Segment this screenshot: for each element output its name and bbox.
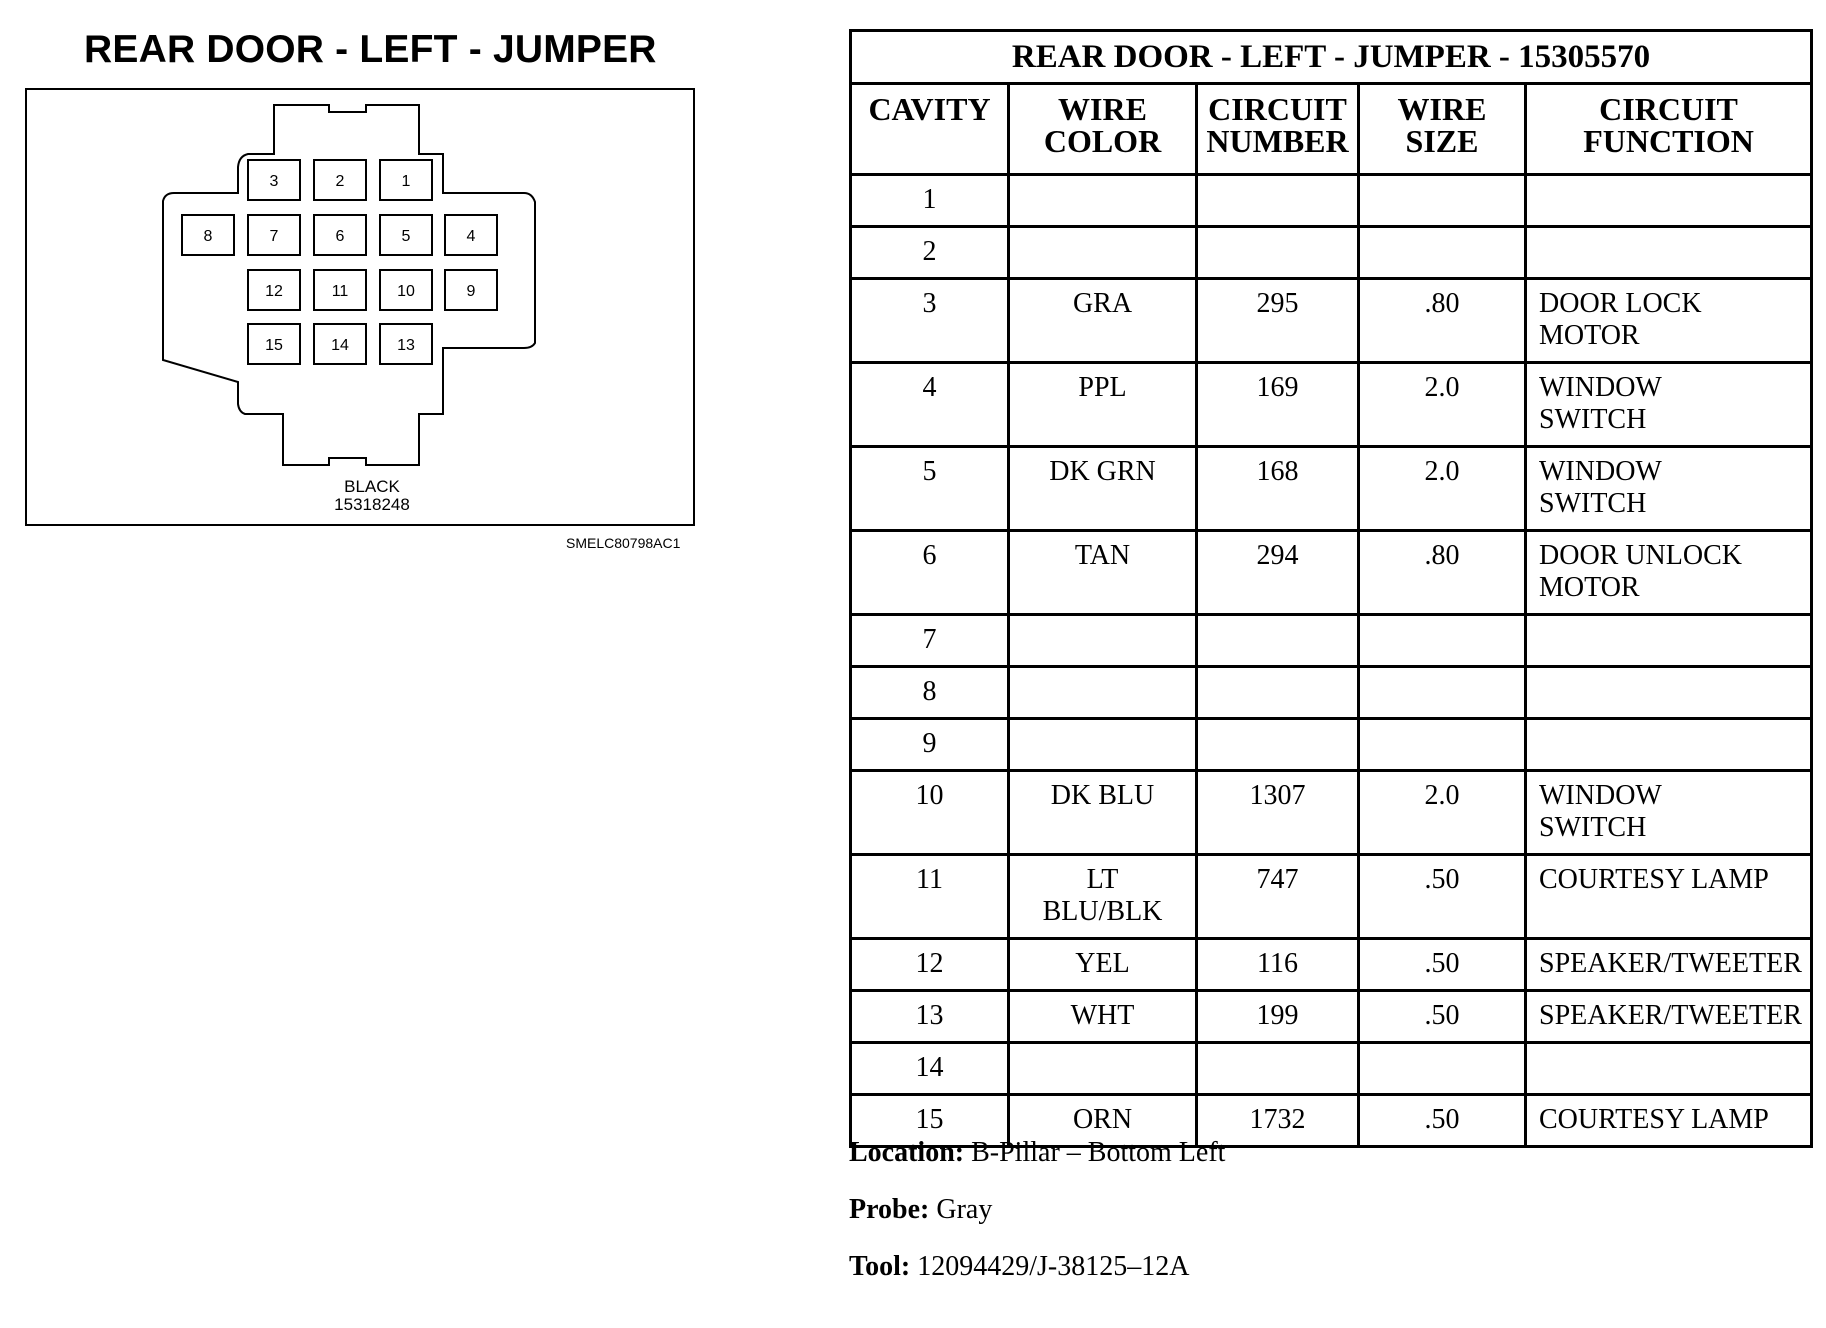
wire-size-cell: .50 [1359,1095,1526,1147]
table-row [851,939,1812,991]
wire-size-cell: 2.0 [1359,447,1526,531]
pinout-rows [851,175,1812,1147]
cavity-number-label: 3 [269,173,279,190]
cavity-number-label: 11 [331,283,349,300]
wire-size-cell: .50 [1359,939,1526,991]
table-row [851,719,1812,771]
wire-size-cell [1359,175,1526,227]
circuit-number-cell [1197,175,1359,227]
wire-size-cell: 2.0 [1359,771,1526,855]
wire-color-cell: WHT [1009,991,1197,1043]
circuit-function-cell [1526,1043,1812,1095]
cavity-cell: 11 [851,855,1009,939]
wire-color-cell: GRA [1009,279,1197,363]
cavity-cell: 2 [851,227,1009,279]
wire-color-cell: YEL [1009,939,1197,991]
wire-color-cell [1009,175,1197,227]
circuit-number-cell: 168 [1197,447,1359,531]
table-row [851,279,1812,363]
circuit-function-cell [1526,175,1812,227]
circuit-number-cell [1197,1043,1359,1095]
connector-color-label: BLACK [344,477,400,496]
probe-value: Gray [936,1194,993,1225]
location-value: B-Pillar – Bottom Left [971,1137,1226,1168]
circuit-number-cell [1197,667,1359,719]
circuit-function-cell: WINDOW SWITCH [1526,771,1812,855]
cavity-number-label: 1 [401,173,411,190]
circuit-function-cell [1526,227,1812,279]
table-row [851,615,1812,667]
wire-size-cell [1359,227,1526,279]
connector-face-drawing [27,90,697,528]
wire-size-cell: .80 [1359,531,1526,615]
cavity-cell: 1 [851,175,1009,227]
circuit-number-cell: 1307 [1197,771,1359,855]
cavity-cell: 15 [851,1095,1009,1147]
cavity-cell: 7 [851,615,1009,667]
connector-part-number: 15318248 [334,495,410,514]
header-wire-color: WIRE COLOR [1009,84,1197,175]
circuit-number-cell: 1732 [1197,1095,1359,1147]
circuit-function-cell: DOOR UNLOCK MOTOR [1526,531,1812,615]
circuit-function-cell [1526,719,1812,771]
location-label: Location: [849,1137,965,1168]
wire-color-cell: TAN [1009,531,1197,615]
connector-diagram [25,88,695,526]
circuit-number-cell [1197,615,1359,667]
cavity-cell: 4 [851,363,1009,447]
table-row [851,363,1812,447]
wire-size-cell [1359,719,1526,771]
cavity-number-label: 14 [331,337,349,354]
wire-color-cell: DK GRN [1009,447,1197,531]
circuit-function-cell [1526,667,1812,719]
wire-color-cell [1009,719,1197,771]
location-line [849,1137,1225,1169]
circuit-number-cell: 294 [1197,531,1359,615]
table-title: REAR DOOR - LEFT - JUMPER - 15305570 [851,31,1812,84]
circuit-function-cell: COURTESY LAMP [1526,855,1812,939]
cavity-cell: 9 [851,719,1009,771]
cavity-number-label: 6 [335,228,345,245]
cavity-number-label: 10 [397,283,415,300]
wire-color-cell [1009,227,1197,279]
cavity-number-label: 9 [466,283,476,300]
pinout-table [849,29,1813,1148]
cavity-cell: 3 [851,279,1009,363]
wire-size-cell [1359,667,1526,719]
cavity-cell: 13 [851,991,1009,1043]
cavity-number-label: 12 [265,283,283,300]
circuit-number-cell: 116 [1197,939,1359,991]
table-row [851,991,1812,1043]
circuit-function-cell: WINDOW SWITCH [1526,447,1812,531]
cavity-number-label: 8 [203,228,213,245]
circuit-number-cell: 747 [1197,855,1359,939]
cavity-number-label: 7 [269,228,279,245]
wire-size-cell [1359,615,1526,667]
wire-color-cell [1009,667,1197,719]
cavity-number-label: 2 [335,173,345,190]
wire-color-cell: ORN [1009,1095,1197,1147]
wire-size-cell: 2.0 [1359,363,1526,447]
header-wire-size: WIRE SIZE [1359,84,1526,175]
tool-label: Tool: [849,1251,911,1282]
table-row [851,175,1812,227]
circuit-function-cell: COURTESY LAMP [1526,1095,1812,1147]
cavity-number-label: 15 [265,337,283,354]
cavity-cell: 8 [851,667,1009,719]
table-row [851,1043,1812,1095]
table-row [851,227,1812,279]
wire-color-cell: DK BLU [1009,771,1197,855]
table-row [851,447,1812,531]
cavity-number-label: 5 [401,228,411,245]
diagram-title: REAR DOOR - LEFT - JUMPER [84,28,657,71]
wire-color-cell: PPL [1009,363,1197,447]
probe-line [849,1194,992,1226]
circuit-function-cell [1526,615,1812,667]
probe-label: Probe: [849,1194,930,1225]
table-row [851,855,1812,939]
cavity-boxes [182,160,497,364]
wire-size-cell: .50 [1359,855,1526,939]
circuit-number-cell: 199 [1197,991,1359,1043]
table-row [851,531,1812,615]
circuit-function-cell: SPEAKER/TWEETER [1526,991,1812,1043]
circuit-number-cell [1197,227,1359,279]
table-row [851,667,1812,719]
figure-code: SMELC80798AC1 [566,535,681,551]
wire-color-cell [1009,1043,1197,1095]
circuit-function-cell: WINDOW SWITCH [1526,363,1812,447]
wire-color-cell: LT BLU/BLK [1009,855,1197,939]
circuit-number-cell: 295 [1197,279,1359,363]
circuit-function-cell: SPEAKER/TWEETER [1526,939,1812,991]
header-circuit-number: CIRCUIT NUMBER [1197,84,1359,175]
circuit-function-cell: DOOR LOCK MOTOR [1526,279,1812,363]
cavity-cell: 10 [851,771,1009,855]
wire-size-cell: .50 [1359,991,1526,1043]
cavity-cell: 6 [851,531,1009,615]
cavity-cell: 14 [851,1043,1009,1095]
cavity-cell: 12 [851,939,1009,991]
header-cavity: CAVITY [851,84,1009,175]
table-row [851,771,1812,855]
tool-line [849,1251,1189,1283]
cavity-number-label: 4 [466,228,476,245]
cavity-number-label: 13 [397,337,415,354]
header-circuit-function: CIRCUIT FUNCTION [1526,84,1812,175]
circuit-number-cell: 169 [1197,363,1359,447]
wire-size-cell [1359,1043,1526,1095]
wire-size-cell: .80 [1359,279,1526,363]
cavity-cell: 5 [851,447,1009,531]
wire-color-cell [1009,615,1197,667]
circuit-number-cell [1197,719,1359,771]
tool-value: 12094429/J-38125–12A [917,1251,1190,1282]
